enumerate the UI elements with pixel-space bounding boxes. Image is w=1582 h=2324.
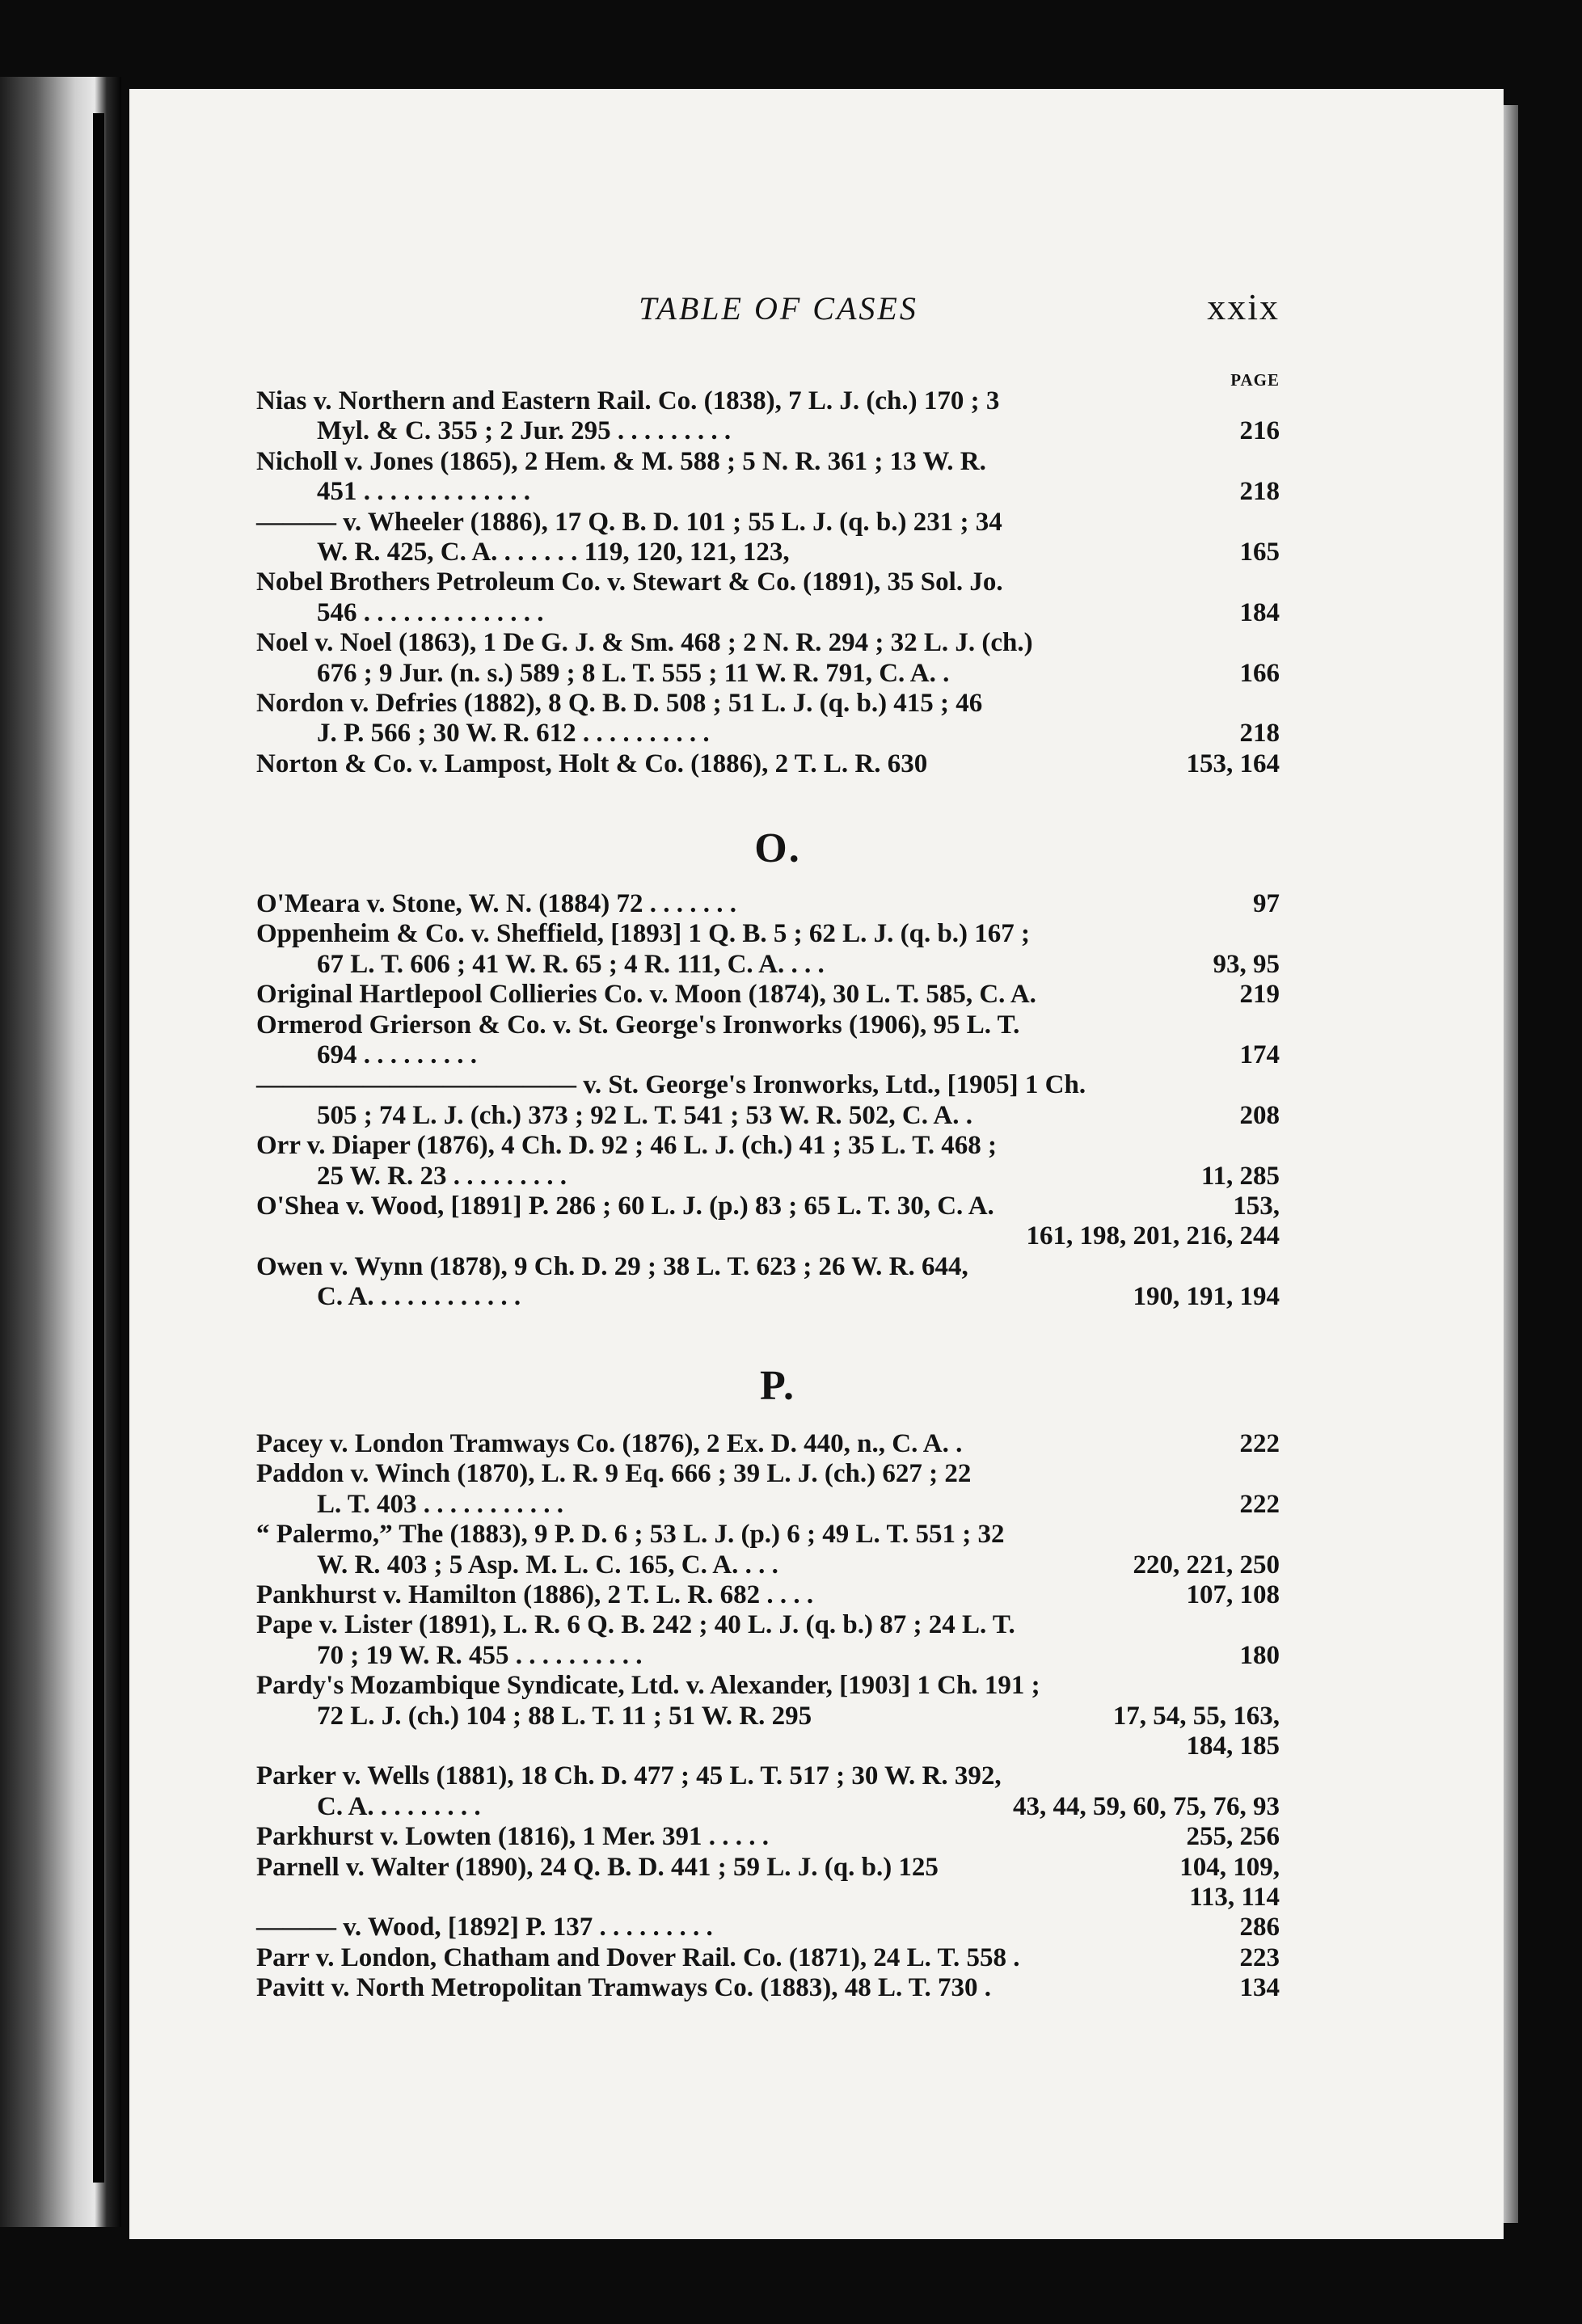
case-citation: Nias v. Northern and Eastern Rail. Co. (1838), 7 L. J. (ch.) 170 ; 3 — [256, 386, 1000, 415]
case-citation: Parkhurst v. Lowten (1816), 1 Mer. 391 . . . . . — [256, 1822, 769, 1852]
right-page-edge — [1504, 105, 1518, 2223]
case-citation: Ormerod Grierson & Co. v. St. George's Ironworks (1906), 95 L. T. — [256, 1010, 1020, 1040]
page-reference: 219 — [1239, 980, 1280, 1010]
case-citation: Nordon v. Defries (1882), 8 Q. B. D. 508 ; 51 L. J. (q. b.) 415 ; 46 — [256, 689, 983, 718]
case-citation: C. A. . . . . . . . . — [317, 1791, 481, 1821]
case-citation: W. R. 425, C. A. . . . . . . 119, 120, 121, 123, — [317, 538, 790, 567]
page-reference: 97 — [1253, 889, 1280, 918]
page-reference: 174 — [1239, 1040, 1280, 1069]
case-entry-line — [256, 628, 1280, 658]
case-citation: 676 ; 9 Jur. (n. s.) 589 ; 8 L. T. 555 ; 11 W. R. 791, C. A. . — [317, 658, 950, 688]
page-reference: 184, 185 — [1186, 1731, 1280, 1761]
case-citation: 25 W. R. 23 . . . . . . . . . — [317, 1161, 567, 1191]
page-reference: 218 — [1239, 719, 1280, 749]
case-entry-line — [256, 1973, 1280, 2003]
case-citation: Norton & Co. v. Lampost, Holt & Co. (1886), 2 T. L. R. 630 — [256, 749, 928, 778]
case-entry — [256, 889, 1280, 919]
case-entry — [256, 1131, 1280, 1192]
case-entry — [256, 1192, 1280, 1251]
case-entry-line — [256, 1761, 1280, 1791]
page-reference: 218 — [1239, 477, 1280, 507]
case-entry — [256, 1973, 1280, 2003]
page-reference: 184 — [1239, 597, 1280, 627]
case-citation: Owen v. Wynn (1878), 9 Ch. D. 29 ; 38 L. T. 623 ; 26 W. R. 644, — [256, 1251, 968, 1281]
section-heading-o: O. — [754, 825, 801, 871]
case-entry-line — [256, 1010, 1280, 1040]
case-entry-line — [256, 1580, 1280, 1610]
case-citation: O'Shea v. Wood, [1891] P. 286 ; 60 L. J. (p.) 83 ; 65 L. T. 30, C. A. — [256, 1192, 994, 1221]
case-citation: Nicholl v. Jones (1865), 2 Hem. & M. 588 ; 5 N. R. 361 ; 13 W. R. — [256, 446, 986, 476]
case-entry-line — [256, 416, 1280, 446]
case-entry-line — [256, 950, 1280, 980]
page-reference: 222 — [1239, 1489, 1280, 1519]
case-entry-line — [256, 1162, 1280, 1192]
case-entry-line — [256, 1429, 1280, 1459]
case-citation: C. A. . . . . . . . . . . . — [317, 1282, 521, 1312]
case-citation: 451 . . . . . . . . . . . . . — [317, 477, 530, 507]
case-citation: Parker v. Wells (1881), 18 Ch. D. 477 ; 45 L. T. 517 ; 30 W. R. 392, — [256, 1761, 1002, 1791]
case-entry — [256, 980, 1280, 1010]
case-citation: ——— v. Wheeler (1886), 17 Q. B. D. 101 ; 55 L. J. (q. b.) 231 ; 34 — [256, 507, 1002, 537]
page-reference: 17, 54, 55, 163, — [1112, 1701, 1280, 1731]
running-title: TABLE OF CASES — [639, 290, 918, 327]
case-entry-line — [256, 1101, 1280, 1131]
case-entry-line — [256, 1822, 1280, 1852]
case-entry — [256, 1852, 1280, 1912]
case-citation: O'Meara v. Stone, W. N. (1884) 72 . . . . . . . — [256, 889, 736, 918]
case-citation: Noel v. Noel (1863), 1 De G. J. & Sm. 468 ; 2 N. R. 294 ; 32 L. J. (ch.) — [256, 628, 1033, 658]
case-entry — [256, 749, 1280, 779]
case-entry — [256, 628, 1280, 689]
case-citation: 694 . . . . . . . . . — [317, 1040, 477, 1069]
case-entry-line — [256, 567, 1280, 597]
case-citation: J. P. 566 ; 30 W. R. 612 . . . . . . . . . . — [317, 719, 710, 749]
page-reference: 43, 44, 59, 60, 75, 76, 93 — [1013, 1791, 1280, 1821]
page-reference: 166 — [1239, 658, 1280, 688]
case-entry — [256, 1913, 1280, 1942]
page-reference: 208 — [1239, 1100, 1280, 1130]
case-entry-line — [256, 1671, 1280, 1701]
case-entry — [256, 1010, 1280, 1071]
case-entry — [256, 1671, 1280, 1761]
case-entry-line — [256, 749, 1280, 779]
case-entry-line — [256, 1943, 1280, 1973]
case-citation: Nobel Brothers Petroleum Co. v. Stewart & Co. (1891), 35 Sol. Jo. — [256, 567, 1003, 597]
case-citation: 70 ; 19 W. R. 455 . . . . . . . . . . — [317, 1640, 643, 1670]
case-entry-line — [256, 889, 1280, 919]
case-entry-line — [256, 386, 1280, 416]
case-citation: Parnell v. Walter (1890), 24 Q. B. D. 441 ; 59 L. J. (q. b.) 125 — [256, 1852, 939, 1882]
case-citation: Pavitt v. North Metropolitan Tramways Co. (1883), 48 L. T. 730 . — [256, 1973, 991, 2003]
case-citation: Original Hartlepool Collieries Co. v. Moon (1874), 30 L. T. 585, C. A. — [256, 980, 1036, 1010]
case-entry-line — [256, 508, 1280, 538]
case-entry-line — [256, 1490, 1280, 1520]
case-entry-line — [256, 719, 1280, 749]
page-reference: 190, 191, 194 — [1133, 1282, 1280, 1312]
case-entry-line — [256, 1610, 1280, 1640]
case-entry-line — [256, 1913, 1280, 1942]
page-number: xxix — [1207, 286, 1280, 327]
case-entry — [256, 1822, 1280, 1852]
case-citation: Parr v. London, Chatham and Dover Rail. Co. (1871), 24 L. T. 558 . — [256, 1942, 1020, 1972]
page-reference: 153, 164 — [1186, 749, 1280, 778]
case-entry — [256, 1459, 1280, 1520]
case-entry-line — [256, 1252, 1280, 1282]
case-entry — [256, 1610, 1280, 1671]
case-citation: Myl. & C. 355 ; 2 Jur. 295 . . . . . . . . . — [317, 416, 732, 446]
case-citation: W. R. 403 ; 5 Asp. M. L. C. 165, C. A. . . . — [317, 1550, 778, 1580]
case-entry-line — [256, 1282, 1280, 1312]
page-reference: 286 — [1239, 1913, 1280, 1942]
page-reference: 222 — [1239, 1429, 1280, 1458]
page-reference: 161, 198, 201, 216, 244 — [1026, 1221, 1280, 1251]
page-reference: 104, 109, — [1179, 1852, 1280, 1882]
case-entry-line — [256, 1459, 1280, 1489]
page-reference: 180 — [1239, 1640, 1280, 1670]
page-reference: 223 — [1239, 1942, 1280, 1972]
case-entry — [256, 1580, 1280, 1610]
case-citation: Oppenheim & Co. v. Sheffield, [1893] 1 Q. B. 5 ; 62 L. J. (q. b.) 167 ; — [256, 919, 1031, 949]
page-reference: 153, — [1233, 1192, 1280, 1221]
case-entry — [256, 1761, 1280, 1822]
page-reference: 220, 221, 250 — [1133, 1550, 1280, 1580]
case-entry-line — [256, 659, 1280, 689]
case-entry-line — [256, 980, 1280, 1010]
page-reference: 11, 285 — [1200, 1161, 1280, 1191]
case-entry — [256, 1520, 1280, 1580]
page-reference: 107, 108 — [1186, 1580, 1280, 1609]
case-entry-line — [256, 1040, 1280, 1070]
case-entry — [256, 567, 1280, 628]
case-entry-line — [256, 689, 1280, 719]
page-reference: 216 — [1239, 416, 1280, 446]
case-citation: L. T. 403 . . . . . . . . . . . — [317, 1489, 563, 1519]
case-citation: ——— v. Wood, [1892] P. 137 . . . . . . . . . — [256, 1913, 713, 1942]
case-entry — [256, 1070, 1280, 1131]
case-entry-line — [256, 447, 1280, 477]
case-entry-line — [256, 919, 1280, 949]
case-citation: ———————————— v. St. George's Ironworks, Ltd., [1905] 1 Ch. — [256, 1070, 1086, 1100]
case-entry-line — [256, 1702, 1280, 1731]
case-entry-line — [256, 1792, 1280, 1822]
case-entry-line — [256, 477, 1280, 507]
case-entry-line — [256, 1070, 1280, 1100]
binding-shadow — [93, 113, 104, 2183]
page-column-label: PAGE — [1230, 370, 1280, 390]
case-citation: Pape v. Lister (1891), L. R. 6 Q. B. 242 ; 40 L. J. (q. b.) 87 ; 24 L. T. — [256, 1610, 1015, 1640]
case-citation: Pacey v. London Tramways Co. (1876), 2 Ex. D. 440, n., C. A. . — [256, 1429, 963, 1458]
case-citation: 505 ; 74 L. J. (ch.) 373 ; 92 L. T. 541 ; 53 W. R. 502, C. A. . — [317, 1100, 972, 1130]
page-reference: 93, 95 — [1213, 949, 1280, 979]
case-entry — [256, 689, 1280, 749]
case-entry-line — [256, 1131, 1280, 1161]
case-entry — [256, 1429, 1280, 1459]
case-citation: “ Palermo,” The (1883), 9 P. D. 6 ; 53 L. J. (p.) 6 ; 49 L. T. 551 ; 32 — [256, 1520, 1005, 1550]
page-reference: 134 — [1239, 1973, 1280, 2003]
case-entry — [256, 1943, 1280, 1973]
case-entry-line — [256, 1520, 1280, 1550]
case-citation: 546 . . . . . . . . . . . . . . — [317, 597, 544, 627]
case-entry — [256, 447, 1280, 508]
case-entry-line — [256, 1192, 1280, 1221]
case-entry-line — [256, 1550, 1280, 1580]
page-reference: 113, 114 — [1189, 1883, 1280, 1912]
case-entry-line — [256, 598, 1280, 628]
case-citation: Paddon v. Winch (1870), L. R. 9 Eq. 666 ; 39 L. J. (ch.) 627 ; 22 — [256, 1459, 972, 1489]
page-reference: 165 — [1239, 538, 1280, 567]
case-entry — [256, 919, 1280, 980]
case-entry — [256, 386, 1280, 447]
case-entry — [256, 508, 1280, 568]
case-citation: Pardy's Mozambique Syndicate, Ltd. v. Alexander, [1903] 1 Ch. 191 ; — [256, 1671, 1040, 1701]
case-citation: 72 L. J. (ch.) 104 ; 88 L. T. 11 ; 51 W. R. 295 — [317, 1701, 812, 1731]
case-entry-line — [256, 538, 1280, 567]
section-heading-p: P. — [760, 1363, 795, 1409]
case-entry-line — [256, 1641, 1280, 1671]
case-citation: Orr v. Diaper (1876), 4 Ch. D. 92 ; 46 L. J. (ch.) 41 ; 35 L. T. 468 ; — [256, 1131, 998, 1161]
case-citation: Pankhurst v. Hamilton (1886), 2 T. L. R. 682 . . . . — [256, 1580, 814, 1609]
case-entry — [256, 1252, 1280, 1313]
case-citation: 67 L. T. 606 ; 41 W. R. 65 ; 4 R. 111, C. A. . . . — [317, 949, 825, 979]
page-reference: 255, 256 — [1186, 1822, 1280, 1852]
case-entry-line — [256, 1853, 1280, 1883]
